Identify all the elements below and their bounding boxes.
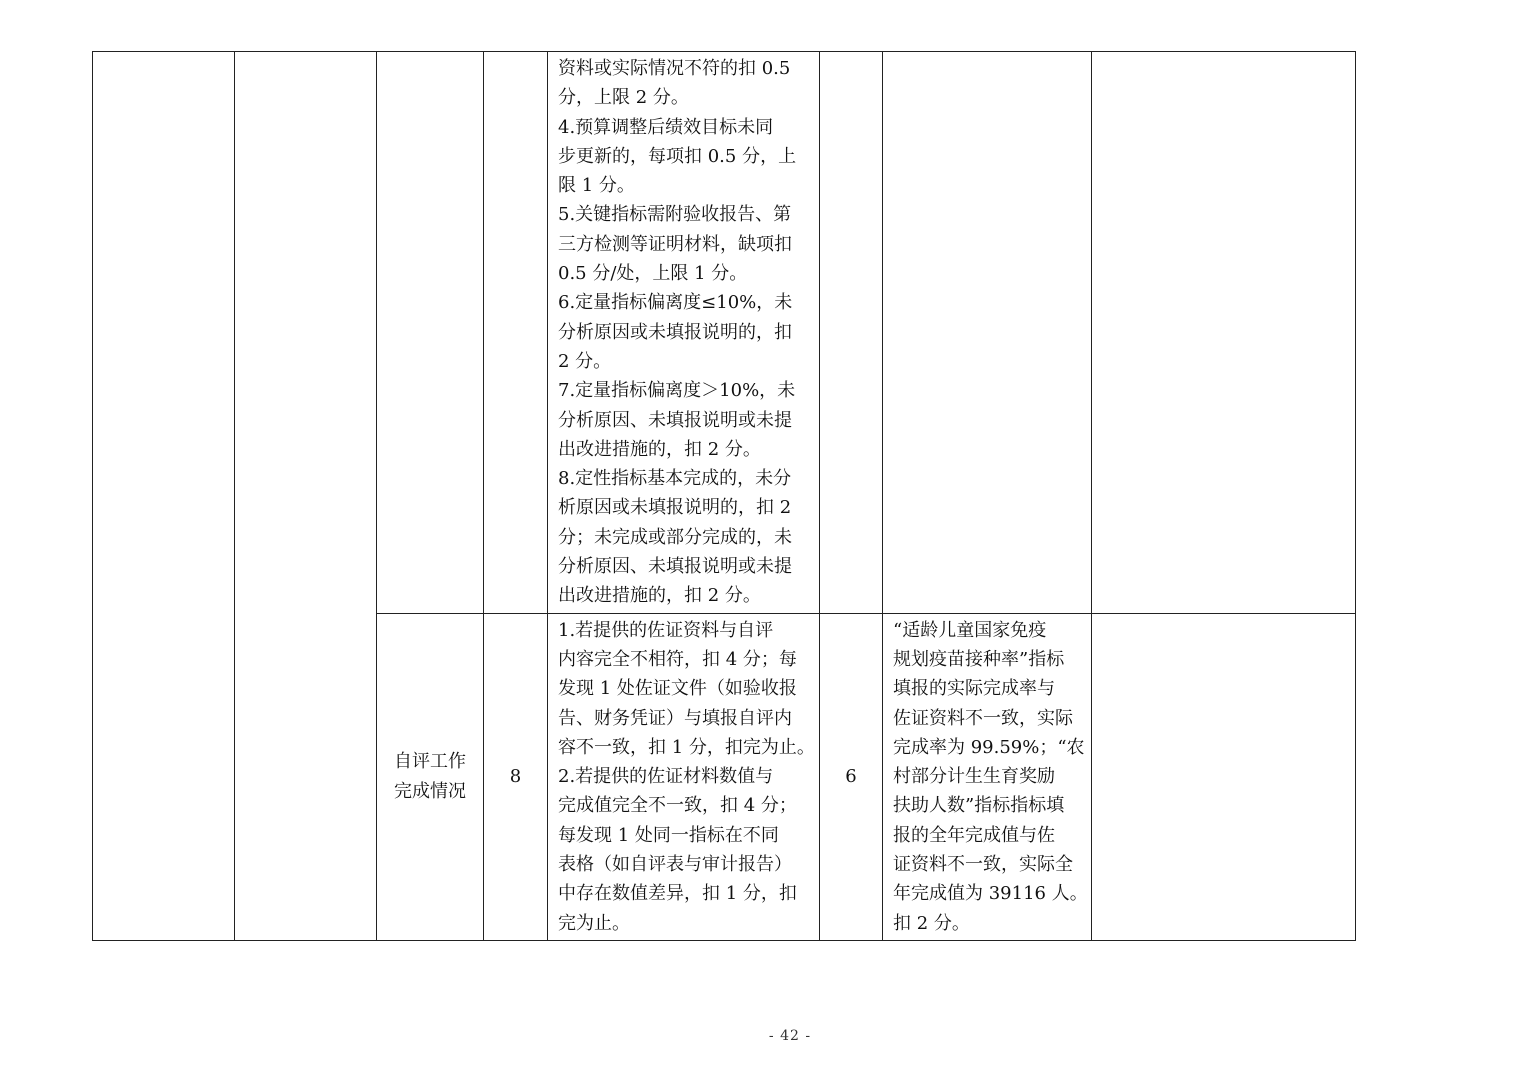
deduction-note-cell <box>883 52 1092 614</box>
criteria-line: 分析原因、未填报说明或未提 <box>558 409 792 431</box>
note-line: 扶助人数”指标指标填 <box>893 795 1065 817</box>
criteria-line: 4.预算调整后绩效目标未同 <box>558 116 774 138</box>
note-line: 扣 2 分。 <box>893 912 970 934</box>
criteria-line: 2 分。 <box>558 350 612 372</box>
deduction-note-cell <box>883 613 1092 940</box>
note-line: “适龄儿童国家免疫 <box>893 619 1047 641</box>
criteria-line: 告、财务凭证）与填报自评内 <box>558 707 792 729</box>
note-line: 证资料不一致，实际全 <box>893 854 1073 876</box>
note-line: 报的全年完成值与佐 <box>893 824 1055 846</box>
note-line: 年完成值为 39116 人。 <box>893 883 1088 905</box>
note-line: 规划疫苗接种率”指标 <box>893 648 1065 670</box>
score-cell <box>820 52 883 614</box>
criteria-cell <box>548 613 820 940</box>
indicator-line: 完成情况 <box>394 780 466 802</box>
criteria-line: 分析原因或未填报说明的，扣 <box>558 321 792 343</box>
criteria-line: 出改进措施的，扣 2 分。 <box>558 438 761 460</box>
criteria-line: 完为止。 <box>558 912 630 934</box>
criteria-line: 2.若提供的佐证材料数值与 <box>558 766 774 788</box>
category-cell <box>93 52 235 941</box>
score-cell: 6 <box>820 613 883 940</box>
evaluation-table <box>92 51 1356 941</box>
subcategory-cell <box>235 52 377 941</box>
note-line: 佐证资料不一致，实际 <box>893 707 1073 729</box>
criteria-line: 8.定性指标基本完成的，未分 <box>558 468 792 490</box>
criteria-line: 发现 1 处佐证文件（如验收报 <box>558 678 797 700</box>
remarks-cell <box>1092 52 1356 614</box>
criteria-line: 0.5 分/处，上限 1 分。 <box>558 263 748 285</box>
criteria-line: 内容完全不相符，扣 4 分；每 <box>558 648 797 670</box>
note-line: 完成率为 99.59%；“农 <box>893 736 1085 758</box>
criteria-line: 1.若提供的佐证资料与自评 <box>558 619 774 641</box>
note-line: 填报的实际完成率与 <box>893 678 1055 700</box>
criteria-line: 限 1 分。 <box>558 175 635 197</box>
criteria-line: 容不一致，扣 1 分，扣完为止。 <box>558 736 815 758</box>
criteria-line: 分，上限 2 分。 <box>558 87 689 109</box>
note-line: 村部分计生生育奖励 <box>893 766 1055 788</box>
indicator-line: 自评工作 <box>394 751 466 773</box>
criteria-line: 析原因或未填报说明的，扣 2 <box>558 497 792 519</box>
criteria-line: 出改进措施的，扣 2 分。 <box>558 585 761 607</box>
criteria-line: 分析原因、未填报说明或未提 <box>558 556 792 578</box>
criteria-line: 三方检测等证明材料，缺项扣 <box>558 233 792 255</box>
criteria-line: 分；未完成或部分完成的，未 <box>558 526 792 548</box>
indicator-cell <box>377 613 484 940</box>
criteria-line: 表格（如自评表与审计报告） <box>558 854 792 876</box>
indicator-cell <box>377 52 484 614</box>
criteria-line: 步更新的，每项扣 0.5 分，上 <box>558 145 797 167</box>
page-number: - 42 - <box>768 1028 812 1044</box>
criteria-line: 资料或实际情况不符的扣 0.5 <box>558 58 791 79</box>
criteria-line: 5.关键指标需附验收报告、第 <box>558 204 792 226</box>
criteria-line: 完成值完全不一致，扣 4 分； <box>558 795 797 817</box>
weight-cell: 8 <box>484 613 548 940</box>
criteria-line: 7.定量指标偏离度＞10%，未 <box>558 380 796 402</box>
criteria-line: 每发现 1 处同一指标在不同 <box>558 824 779 846</box>
weight-cell <box>484 52 548 614</box>
criteria-cell <box>548 52 820 614</box>
criteria-line: 6.定量指标偏离度≤10%，未 <box>558 292 793 314</box>
criteria-line: 中存在数值差异，扣 1 分，扣 <box>558 883 797 905</box>
table-row <box>93 52 1356 614</box>
remarks-cell <box>1092 613 1356 940</box>
